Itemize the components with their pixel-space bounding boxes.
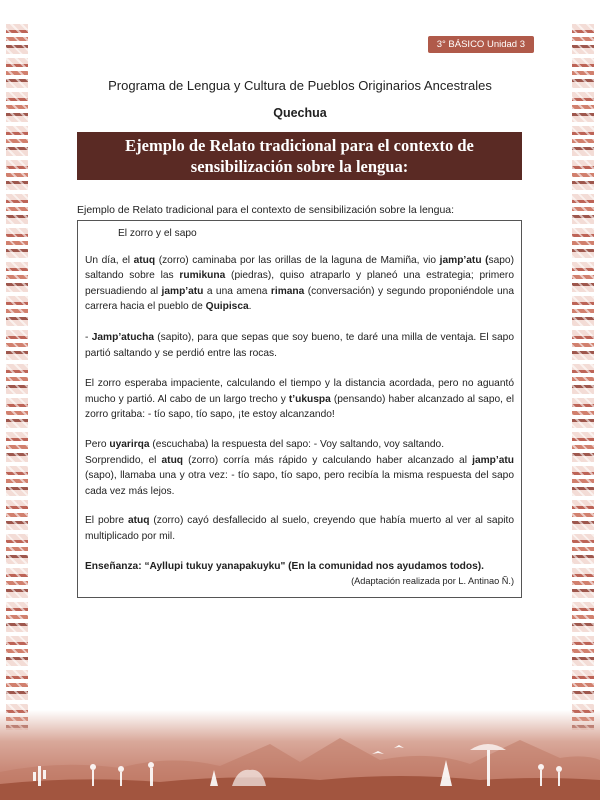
bold-term: rumikuna: [179, 270, 226, 282]
story-paragraph: [85, 437, 514, 453]
language-title: Quechua: [273, 106, 327, 120]
bold-term: Jamp’atucha: [91, 331, 154, 343]
text-run: Pero: [85, 438, 110, 450]
bold-term: jamp’atu: [472, 454, 514, 466]
banner-line-1: Ejemplo de Relato tradicional para el contexto de: [125, 136, 474, 155]
bold-term: t’ukuspa: [288, 393, 331, 405]
text-run: (escuchaba) la respuesta del sapo: - Voy saltando, voy saltando.: [149, 438, 445, 450]
text-run: (conversación) y segundo proponiéndole una carrera hacia el pueblo de: [85, 285, 514, 313]
unit-badge: 3° BÁSICO Unidad 3: [428, 36, 534, 53]
story-paragraph: [85, 513, 514, 544]
bold-term: rimana: [270, 285, 305, 297]
story-box: [77, 220, 522, 598]
story-paragraph: [85, 376, 514, 423]
text-run: (pensando) haber alcanzado al sapo, el zorro gritaba: - tío sapo, tío sapo, ¡te estoy alcanzando!: [85, 393, 514, 421]
adaptation-credit: (Adaptación realizada por L. Antinao Ñ.): [351, 576, 514, 587]
text-run: sapo) saltando sobre las: [85, 254, 514, 282]
landscape-silhouette-icon: [0, 710, 600, 800]
text-run: a una amena: [203, 285, 271, 297]
bold-term: jamp’atu: [161, 285, 204, 297]
text-run: (sapo), llamaba una y otra vez: - tío sapo, tío sapo, pero recibía la misma respuesta del sapo cada vez más lejos.: [85, 470, 514, 497]
text-run: (sapito), para que sepas que soy bueno, te daré una milla de ventaja. El sapo partió saltando y se perdió entre las rocas.: [85, 331, 514, 359]
decorative-border-left: [6, 24, 28, 730]
bold-term: atuq: [127, 515, 150, 527]
intro-text: Ejemplo de Relato tradicional para el contexto de sensibilización sobre la lengua:: [77, 204, 455, 216]
bold-term: jamp’atu (: [439, 254, 489, 266]
story-paragraph: [85, 253, 514, 315]
bold-term: atuq: [133, 254, 156, 266]
text-run: El pobre: [85, 515, 128, 527]
story-paragraph: [85, 330, 514, 361]
text-run: (zorro) cayó desfallecido al suelo, creyendo que había muerto al ver al sapito multiplicado por mil.: [85, 515, 514, 542]
text-run: (piedras), quiso atraparlo y planeó una estrategia; primero persuadiendo al: [85, 270, 514, 297]
text-run: -: [85, 331, 92, 343]
story-title: El zorro y el sapo: [118, 228, 197, 239]
decorative-border-right: [572, 24, 594, 730]
bold-term: atuq: [161, 454, 184, 466]
text-run: Un día, el: [85, 254, 134, 266]
story-moral: [85, 559, 514, 575]
text-run: Sorprendido, el: [85, 454, 162, 466]
text-run: .: [248, 301, 252, 313]
story-paragraph: [85, 453, 514, 500]
bold-term: uyarirqa: [109, 438, 150, 450]
bold-term: Enseñanza: “Ayllupi tukuy yanapakuykuʺ (En la comunidad nos ayudamos todos).: [85, 560, 485, 572]
text-run: El zorro esperaba impaciente, calculando el tiempo y la distancia acordada, pero no aguantó mucho y partió. Al cabo de un largo trecho y: [85, 378, 514, 405]
text-run: (zorro) caminaba por las orillas de la laguna de Mamiña, vio: [155, 254, 440, 266]
footer-landscape-illustration: [0, 710, 600, 800]
text-run: (zorro) corría más rápido y calculando haber alcanzado al: [183, 454, 473, 466]
banner-line-2: sensibilización sobre la lengua:: [190, 157, 409, 176]
section-banner: [77, 132, 522, 180]
program-title: Programa de Lengua y Cultura de Pueblos Originarios Ancestrales: [108, 78, 492, 93]
bold-term: Quipisca: [205, 301, 249, 313]
